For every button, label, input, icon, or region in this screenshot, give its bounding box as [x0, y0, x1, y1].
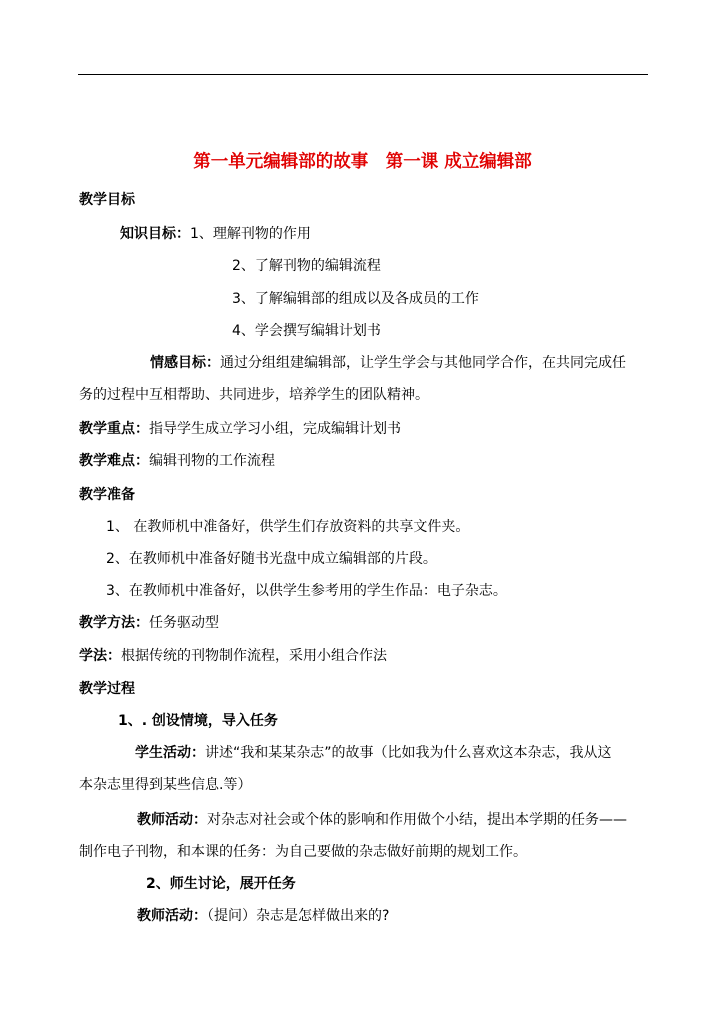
document-title: 第一单元编辑部的故事 第一课 成立编辑部 — [193, 152, 532, 172]
knowledge-item: 4、学会撰写编辑计划书 — [232, 323, 381, 339]
knowledge-item: 3、了解编辑部的组成以及各成员的工作 — [232, 291, 479, 307]
study-text: 根据传统的刊物制作流程，采用小组合作法 — [121, 648, 387, 664]
teaching-key — [79, 419, 401, 439]
student-activity-text: 讲述“我和某某杂志”的故事（比如我为什么喜欢这本杂志，我从这 — [205, 745, 612, 761]
teacher-activity-label: 教师活动： — [137, 812, 207, 828]
teacher-activity — [137, 810, 627, 830]
knowledge-item: 1、理解刊物的作用 — [190, 226, 311, 242]
method-label: 教学方法： — [79, 615, 149, 631]
teacher-activity-text: 对杂志对社会或个体的影响和作用做个小结，提出本学期的任务—— — [207, 812, 627, 828]
student-activity-continued: 本杂志里得到某些信息.等） — [79, 777, 252, 793]
teacher-activity-continued: 制作电子刊物，和本课的任务：为自己要做的杂志做好前期的规划工作。 — [79, 844, 527, 860]
emotion-label: 情感目标： — [150, 355, 220, 371]
student-activity — [135, 743, 612, 763]
step1-heading: 1、. 创设情境，导入任务 — [118, 713, 278, 729]
objectives-heading: 教学目标 — [79, 192, 135, 208]
header-rule — [78, 74, 648, 75]
process-heading: 教学过程 — [79, 681, 135, 697]
study-label: 学法： — [79, 648, 121, 664]
method-text: 任务驱动型 — [149, 615, 219, 631]
teaching-method — [79, 613, 219, 633]
emotion-objective — [150, 353, 626, 373]
teacher-activity2-text: （提问）杂志是怎样做出来的? — [207, 908, 390, 924]
prep-item: 3、在教师机中准备好，以供学生参考用的学生作品：电子杂志。 — [106, 583, 507, 599]
key-text: 指导学生成立学习小组，完成编辑计划书 — [149, 421, 401, 437]
study-method — [79, 646, 387, 666]
student-activity-label: 学生活动： — [135, 745, 205, 761]
prep-item: 1、 在教师机中准备好，供学生们存放资料的共享文件夹。 — [106, 519, 470, 535]
emotion-text: 通过分组组建编辑部，让学生学会与其他同学合作，在共同完成任 — [220, 355, 626, 371]
difficulty-text: 编辑刊物的工作流程 — [149, 453, 275, 469]
emotion-text-continued: 务的过程中互相帮助、共同进步，培养学生的团队精神。 — [79, 387, 429, 403]
key-label: 教学重点： — [79, 421, 149, 437]
knowledge-item: 2、了解刊物的编辑流程 — [232, 258, 381, 274]
teaching-difficulty — [79, 451, 275, 471]
knowledge-objective — [120, 224, 311, 244]
prep-heading: 教学准备 — [79, 487, 135, 503]
teacher-activity2-label: 教师活动： — [137, 908, 207, 924]
teacher-activity-2 — [137, 906, 389, 926]
knowledge-label: 知识目标： — [120, 226, 190, 242]
step2-heading: 2、师生讨论，展开任务 — [146, 876, 296, 892]
difficulty-label: 教学难点： — [79, 453, 149, 469]
prep-item: 2、在教师机中准备好随书光盘中成立编辑部的片段。 — [106, 551, 437, 567]
